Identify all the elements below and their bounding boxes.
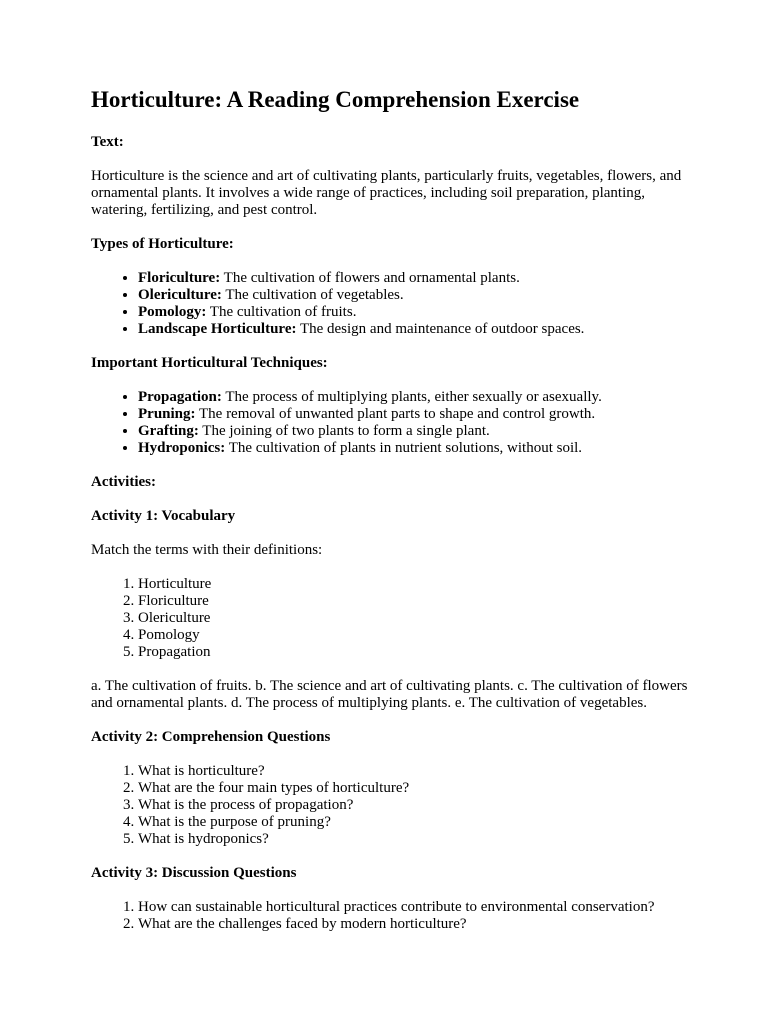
list-item: 4. Pomology [138,627,691,644]
activity1-definitions: a. The cultivation of fruits. b. The science and art of cultivating plants. c. The cultivation of flowers and ornamental plants. d. The process of multiplying plants. e. The cultivation of vegetables. [91,678,688,711]
activity2-heading: Activity 2: Comprehension Questions [91,729,331,745]
list-item [138,406,691,423]
list-item [138,423,691,440]
intro-paragraph: Horticulture is the science and art of cultivating plants, particularly fruits, vegetables, flowers, and ornamental plants. It involves a wide range of practices, including soil preparation, planting, watering, fertilizing, and pest control. [91,168,682,218]
activity1-heading: Activity 1: Vocabulary [91,508,236,524]
list-item [138,287,691,304]
list-item: 5. Propagation [138,644,691,661]
activity3-heading: Activity 3: Discussion Questions [91,865,297,881]
list-item [138,304,691,321]
list-item: 5. What is hydroponics? [138,831,691,848]
techniques-heading: Important Horticultural Techniques: [91,355,328,371]
list-item: 3. What is the process of propagation? [138,797,691,814]
list-item [138,270,691,287]
term-description: The removal of unwanted plant parts to shape and control growth. [195,406,596,422]
term-description: The process of multiplying plants, either sexually or asexually. [221,389,602,405]
list-item: 2. What are the challenges faced by modern horticulture? [138,916,691,933]
term-label: Floriculture: [138,270,221,286]
page-title: Horticulture: A Reading Comprehension Exercise [91,87,580,112]
term-description: The cultivation of plants in nutrient solutions, without soil. [225,440,583,456]
list-item: 1. What is horticulture? [138,763,691,780]
activity3-questions-list [91,899,691,933]
term-description: The cultivation of flowers and ornamental plants. [220,270,520,286]
list-item: 2. Floriculture [138,593,691,610]
techniques-list [91,389,691,457]
types-heading: Types of Horticulture: [91,236,234,252]
activities-heading: Activities: [91,474,156,490]
list-item [138,440,691,457]
activity1-terms-list [91,576,691,661]
term-description: The joining of two plants to form a single plant. [198,423,490,439]
term-description: The cultivation of vegetables. [221,287,404,303]
activity1-instruction: Match the terms with their definitions: [91,542,323,558]
term-label: Pruning: [138,406,196,422]
term-label: Landscape Horticulture: [138,321,297,337]
term-label: Hydroponics: [138,440,226,456]
document-content [91,86,691,950]
term-description: The cultivation of fruits. [206,304,357,320]
types-list [91,270,691,338]
list-item: 1. How can sustainable horticultural practices contribute to environmental conservation? [138,899,691,916]
term-label: Olericulture: [138,287,222,303]
term-label: Pomology: [138,304,207,320]
list-item: 2. What are the four main types of horticulture? [138,780,691,797]
list-item: 3. Olericulture [138,610,691,627]
activity2-questions-list [91,763,691,848]
list-item: 4. What is the purpose of pruning? [138,814,691,831]
term-description: The design and maintenance of outdoor spaces. [296,321,585,337]
list-item [138,389,691,406]
term-label: Propagation: [138,389,222,405]
list-item [138,321,691,338]
text-heading: Text: [91,134,124,150]
list-item: 1. Horticulture [138,576,691,593]
term-label: Grafting: [138,423,199,439]
